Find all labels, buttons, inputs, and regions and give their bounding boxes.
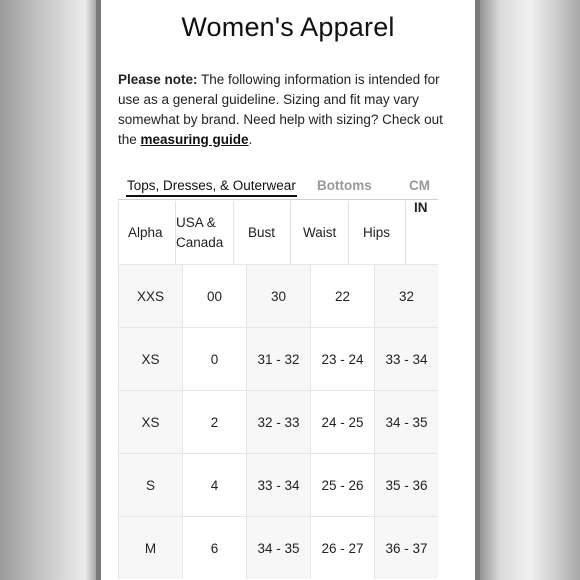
header-hips: Hips [363,224,391,240]
cell-bust: 33 - 34 [246,453,310,516]
cell-bust: 31 - 32 [246,327,310,390]
unit-toggle-cm[interactable]: CM [409,178,430,193]
cell-usa-canada: 4 [182,453,246,516]
header-separator [348,201,349,264]
cell-waist: 23 - 24 [310,327,374,390]
note-text: The following information is intended for use as a general guideline. Sizing and fit may vary somewhat by brand. Need help with sizing? Check out the [118,72,443,147]
cell-usa-canada: 2 [182,390,246,453]
header-alpha: Alpha [128,224,163,240]
measuring-guide-link[interactable]: measuring guide [140,132,249,147]
table-row [118,264,438,327]
cell-waist: 22 [310,264,374,327]
note-end: . [248,132,253,147]
cell-waist: 24 - 25 [310,390,374,453]
cell-alpha: XXS [118,264,182,327]
header-separator [290,201,291,264]
header-bust: Bust [248,224,276,240]
size-guide-page [101,0,475,580]
table-row [118,453,438,516]
table-row [118,516,438,579]
header-waist: Waist [303,224,337,240]
tab-bottoms[interactable]: Bottoms [317,178,372,193]
cell-hips: 34 - 35 [374,390,438,453]
table-row [118,390,438,453]
cell-alpha: XS [118,390,182,453]
cell-hips: 35 - 36 [374,453,438,516]
note-label: Please note: [118,72,198,87]
cell-alpha: XS [118,327,182,390]
tab-tops-dresses-outerwear[interactable]: Tops, Dresses, & Outerwear [127,178,296,193]
cell-hips: 33 - 34 [374,327,438,390]
header-separator [233,201,234,264]
header-usa-canada: USA & Canada [176,214,224,250]
cell-hips: 32 [374,264,438,327]
cell-alpha: S [118,453,182,516]
header-separator [405,201,406,264]
header-separator [118,201,119,264]
cell-hips: 36 - 37 [374,516,438,579]
page-title: Women's Apparel [181,12,395,42]
unit-toggle-in[interactable]: IN [414,200,428,215]
cell-alpha: M [118,516,182,579]
table-row [118,327,438,390]
cell-waist: 25 - 26 [310,453,374,516]
cell-bust: 34 - 35 [246,516,310,579]
cell-usa-canada: 0 [182,327,246,390]
cell-usa-canada: 6 [182,516,246,579]
sizing-note [118,70,448,150]
cell-bust: 32 - 33 [246,390,310,453]
cell-bust: 30 [246,264,310,327]
size-tabs [118,178,438,215]
tab-divider [118,199,438,200]
cell-waist: 26 - 27 [310,516,374,579]
cell-usa-canada: 00 [182,264,246,327]
frame-right-border [475,0,480,580]
